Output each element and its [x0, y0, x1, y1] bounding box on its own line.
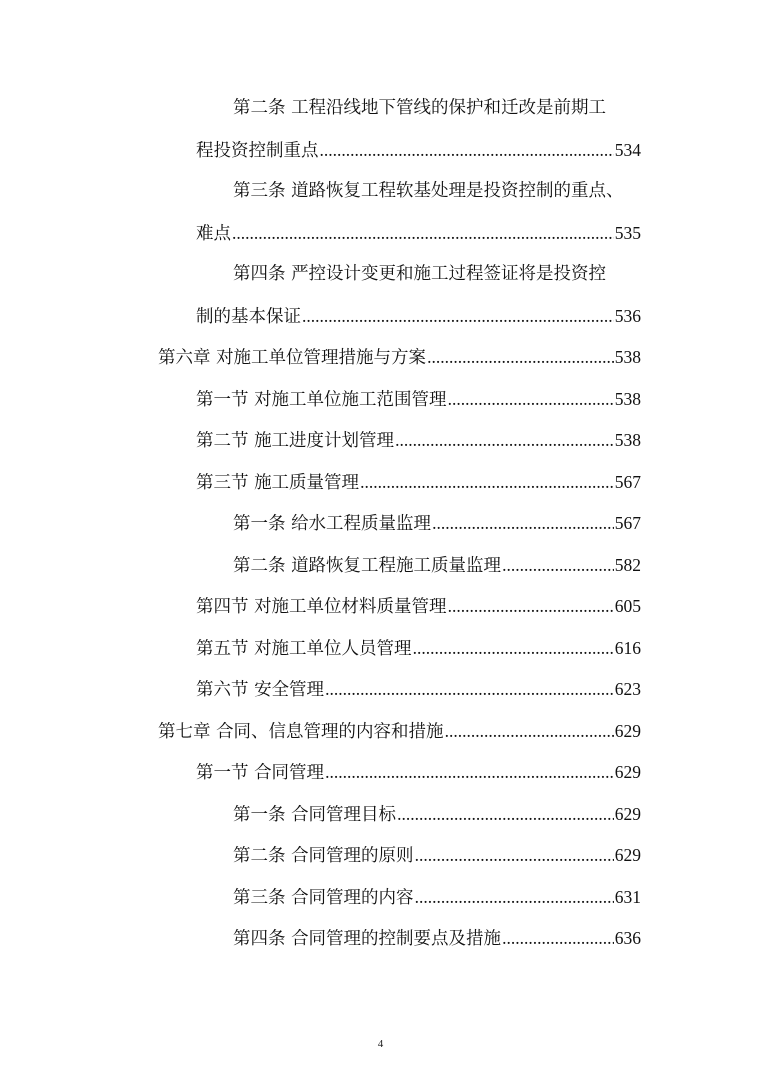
- toc-entry-title: 第一节 合同管理: [196, 763, 325, 783]
- toc-entry-article[interactable]: [158, 877, 641, 919]
- dot-leader: [415, 835, 614, 877]
- dot-leader: [325, 669, 614, 711]
- toc-page-number: 534: [614, 139, 641, 160]
- toc-entry-title: 第七章 合同、信息管理的内容和措施: [158, 721, 444, 742]
- toc-entry-article[interactable]: [158, 794, 641, 836]
- dot-leader: [395, 420, 614, 462]
- toc-page-number: 629: [614, 803, 641, 824]
- toc-page-number: 605: [614, 596, 641, 616]
- toc-entry-title: 第一条 给水工程质量监理: [233, 514, 432, 534]
- toc-page-number: 629: [614, 845, 641, 865]
- dot-leader: [445, 711, 614, 753]
- toc-entry-title: 第一节 对施工单位施工范围管理: [196, 389, 447, 410]
- dot-leader: [232, 213, 614, 255]
- toc-entry-title: 第四节 对施工单位材料质量管理: [196, 597, 447, 617]
- dot-leader: [502, 545, 614, 587]
- table-of-contents: [158, 88, 641, 960]
- toc-entry-title: 第六章 对施工单位管理措施与方案: [158, 348, 427, 368]
- toc-entry-title: 程投资控制重点: [196, 140, 319, 161]
- toc-entry-title: 第三节 施工质量管理: [196, 472, 360, 493]
- dot-leader: [427, 337, 614, 379]
- toc-page-number: 536: [614, 305, 641, 326]
- toc-page-number: 538: [614, 388, 641, 409]
- toc-page-number: 616: [614, 637, 641, 658]
- toc-entry-section[interactable]: [158, 752, 641, 794]
- dot-leader: [502, 918, 614, 960]
- toc-page-number: 631: [614, 886, 641, 907]
- toc-entry[interactable]: [158, 296, 641, 338]
- toc-page-number: 582: [614, 554, 641, 575]
- toc-entry-title: 第二条 工程沿线地下管线的保护和迁改是前期工: [233, 98, 607, 118]
- dot-leader: [448, 586, 614, 628]
- dot-leader: [397, 794, 614, 836]
- toc-page-number: 538: [614, 430, 641, 450]
- toc-entry-title: 第二条 道路恢复工程施工质量监理: [233, 555, 502, 576]
- toc-entry-title: 第四条 严控设计变更和施工过程签证将是投资控: [233, 264, 607, 284]
- toc-entry-article[interactable]: [158, 835, 641, 877]
- toc-entry[interactable]: [158, 171, 641, 213]
- toc-page-number: 636: [614, 928, 641, 948]
- toc-page-number: 535: [614, 222, 641, 243]
- toc-page-number: 629: [614, 720, 641, 741]
- toc-entry[interactable]: [158, 213, 641, 255]
- toc-page-number: 567: [614, 513, 641, 533]
- toc-entry-section[interactable]: [158, 669, 641, 711]
- toc-entry-title: 第五节 对施工单位人员管理: [196, 638, 412, 659]
- toc-entry-title: 制的基本保证: [196, 306, 301, 327]
- toc-entry-section[interactable]: [158, 379, 641, 421]
- toc-entry-title: 第三条 道路恢复工程软基处理是投资控制的重点、: [233, 181, 624, 201]
- dot-leader: [448, 379, 614, 421]
- toc-entry-section[interactable]: [158, 586, 641, 628]
- toc-entry-chapter[interactable]: [158, 711, 641, 753]
- toc-entry-title: 第二条 合同管理的原则: [233, 846, 414, 866]
- dot-leader: [320, 130, 614, 172]
- toc-page-number: 623: [614, 679, 641, 699]
- toc-entry-title: 第四条 合同管理的控制要点及措施: [233, 929, 502, 949]
- toc-entry-section[interactable]: [158, 420, 641, 462]
- dot-leader: [360, 462, 614, 504]
- toc-entry[interactable]: [158, 254, 641, 296]
- toc-entry-section[interactable]: [158, 462, 641, 504]
- toc-entry-title: 第三条 合同管理的内容: [233, 887, 414, 908]
- toc-entry-chapter[interactable]: [158, 337, 641, 379]
- toc-page-number: 538: [614, 347, 641, 367]
- toc-entry-title: 难点: [196, 223, 231, 244]
- toc-entry-section[interactable]: [158, 628, 641, 670]
- toc-entry-title: 第一条 合同管理目标: [233, 804, 397, 825]
- dot-leader: [432, 503, 614, 545]
- toc-page-number: 629: [614, 762, 641, 782]
- dot-leader: [413, 628, 614, 670]
- dot-leader: [415, 877, 614, 919]
- toc-entry-title: 第六节 安全管理: [196, 680, 325, 700]
- toc-entry-article[interactable]: [158, 918, 641, 960]
- page-footer-number: 4: [377, 1038, 384, 1050]
- toc-entry-title: 第二节 施工进度计划管理: [196, 431, 395, 451]
- dot-leader: [325, 752, 614, 794]
- dot-leader: [302, 296, 614, 338]
- toc-entry[interactable]: [158, 88, 641, 130]
- toc-entry-article[interactable]: [158, 503, 641, 545]
- toc-entry-article[interactable]: [158, 545, 641, 587]
- toc-page-number: 567: [614, 471, 641, 492]
- toc-entry[interactable]: [158, 130, 641, 172]
